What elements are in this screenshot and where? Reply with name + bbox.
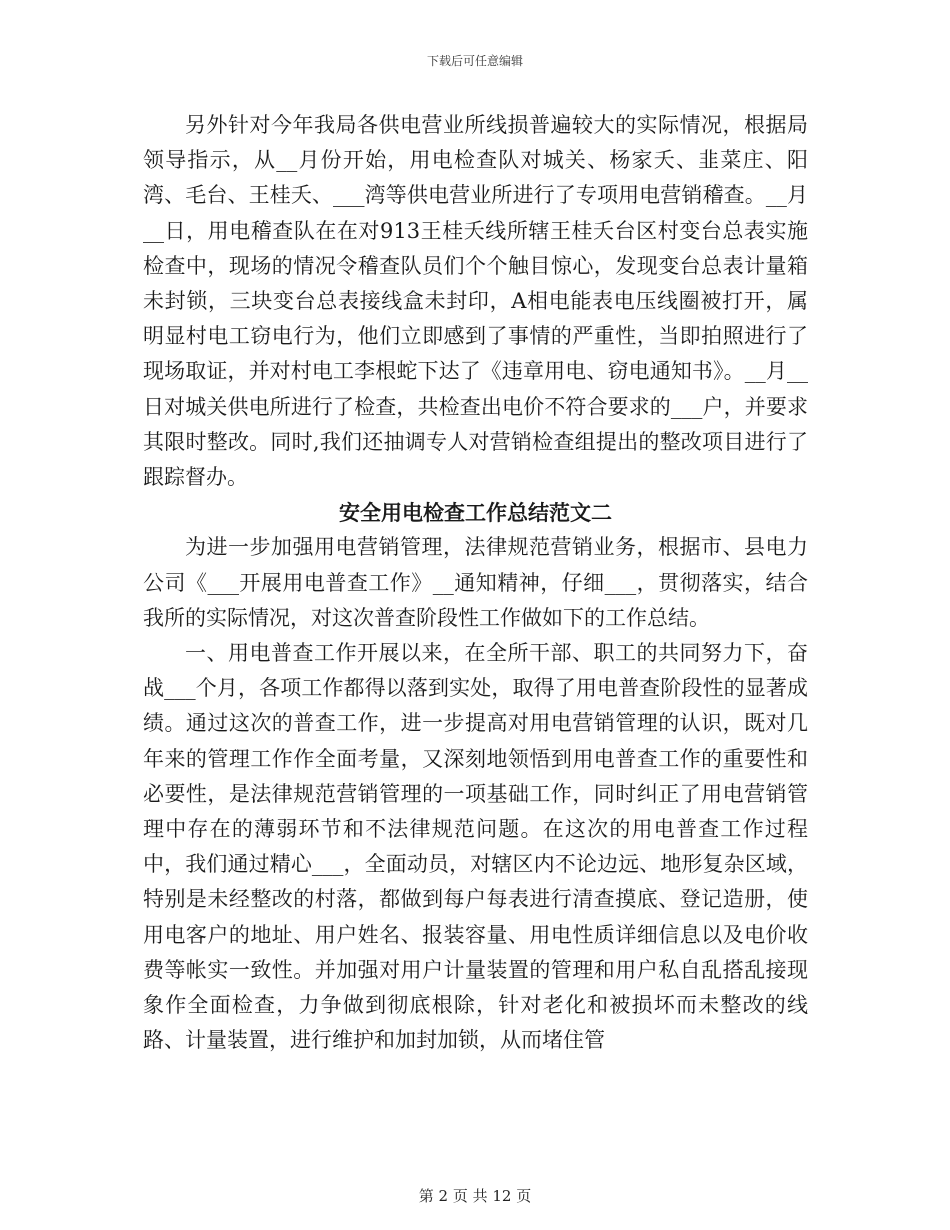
page-header-note: 下载后可任意编辑 [426, 54, 523, 68]
body-paragraph-1: 另外针对今年我局各供电营业所线损普遍较大的实际情况，根据局领导指示，从__月份开始，用电检查队对城关、杨家夭、韭菜庄、阳湾、毛台、王桂夭、___湾等供电营业所进行了专项用电营销稽查。__月__日，用电稽查队在在对913王桂夭线所辖王桂夭台区村变台总表实施检查中，现场的情况令稽查队员们个个触目惊心，发现变台总表计量箱未封锁，三块变台总表接线盒未封印，A相电能表电压线圈被打开，属明显村电工窃电行为，他们立即感到了事情的严重性，当即拍照进行了现场取证，并对村电工李根蛇下达了《违章用电、窃电通知书》。__月__日对城关供电所进行了检查，共检查出电价不符合要求的___户，并要求其限时整改。同时,我们还抽调专人对营销检查组提出的整改项目进行了跟踪督办。 [143, 113, 808, 490]
body-paragraph-3: 一、用电普查工作开展以来，在全所干部、职工的共同努力下，奋战___个月，各项工作都得以落到实处，取得了用电普查阶段性的显著成绩。通过这次的普查工作，进一步提高对用电营销管理的认识，既对几年来的管理工作作全面考量，又深刻地领悟到用电普查工作的重要性和必要性，是法律规范营销管理的一项基础工作，同时纠正了用电营销管理中存在的薄弱环节和不法律规范问题。在这次的用电普查工作过程中，我们通过精心___，全面动员，对辖区内不论边远、地形复杂区域，特别是未经整改的村落，都做到每户每表进行清查摸底、登记造册，使用电客户的地址、用户姓名、报装容量、用电性质详细信息以及电价收费等帐实一致性。并加强对用户计量装置的管理和用户私自乱搭乱接现象作全面检查，力争做到彻底根除，针对老化和被损坏而未整改的线路、计量装置，进行维护和加封加锁，从而堵住管 [143, 641, 808, 1053]
document-body [143, 108, 808, 1058]
page-number-footer: 第 2 页 共 12 页 [418, 1187, 532, 1205]
section-title: 安全用电检查工作总结范文二 [339, 500, 612, 526]
body-paragraph-2: 为进一步加强用电营销管理，法律规范营销业务，根据市、县电力公司《___开展用电普查工作》__通知精神，仔细___，贯彻落实，结合我所的实际情况，对这次普查阶段性工作做如下的工作总结。 [143, 535, 808, 630]
